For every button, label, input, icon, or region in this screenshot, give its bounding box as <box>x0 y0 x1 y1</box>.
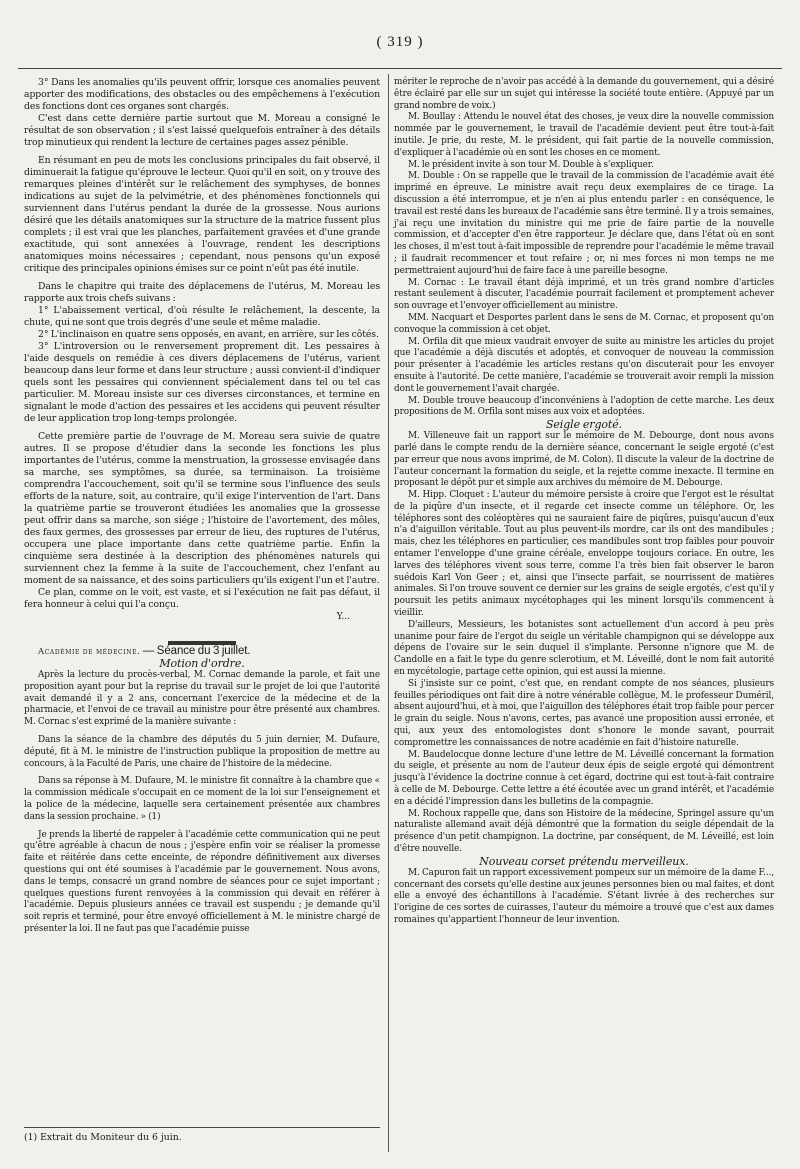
right-column <box>394 77 774 927</box>
paragraph: mériter le reproche de n'avoir pas accédé à la demande du gouvernement, qui a désiré être éclairé par elle sur un sujet qui intéresse la société toute entière. (Appuyé par un grand nombre de voix.) <box>394 77 774 111</box>
paragraph: M. Orfila dit que mieux vaudrait envoyer de suite au ministre les articles du projet que l'académie a déjà discutés et adoptés, et convoquer de nouveau la commission pour présenter à l'académie les articles restans qu'on discuterait pour les envoyer ensuite à l'autorité. De cette manière, l'académie se trouverait avoir rempli la mission dont le gouvernement l'avait chargée. <box>394 336 774 394</box>
paragraph: En résumant en peu de mots les conclusions principales du fait observé, il diminuerait la fatigue qu'éprouve le lecteur. Quoi qu'il en soit, on y trouve des remarques pleines d'intérêt sur le relâchement des symphyses, de bonnes indications au sujet de la pelvimétrie, et des phénomènes fonctionnels qui surviennent dans l'utérus pendant la durée de la grossesse. Nous aurions désiré que les détails anatomiques sur la structure de la matrice fussent plus complets ; il est vrai que les planches, parfaitement gravées et d'une grande exactitude, qui sont annexées à l'ouvrage, rendent les descriptions anatomiques moins nécessaires ; cependant, nous pensons qu'un exposé critique des principales opinions émises sur ce point n'eût pas été inutile. <box>24 155 380 274</box>
paragraph: M. Hipp. Cloquet : L'auteur du mémoire persiste à croire que l'ergot est le résultat de la piqûre d'un insecte, et il regarde cet insecte comme un téléphore. Or, les téléphores sont des coléoptères qui ne sauraient faire de piqûres, puisqu'aucun d'eux n'a d'aiguillon véritable. Tout au plus peuvent-ils mordre, car ils ont des mandibules ; mais, chez les téléphores en particulier, ces mandibules sont trop faibles pour pouvoir entamer l'enveloppe d'une graine céréale, enveloppe toujours coriace. En outre, les larves des téléphores vivent sous terre, comme l'a très bien fait observer le baron suédois Karl Von Geer ; et, ainsi que l'insecte parfait, se nourrissent de matières animales. Si l'on trouve souvent ce dernier sur les grains de seigle ergotés, c'est qu'il y poursuit les petits animaux mycétophages qui les minent lorsqu'ils commencent à vieillir. <box>394 490 774 619</box>
academy-name: Académie de médecine. <box>38 647 141 657</box>
page-number: ( 319 ) <box>376 34 424 50</box>
paragraph: M. Villeneuve fait un rapport sur le mémoire de M. Debourge, dont nous avons parlé dans le compte rendu de la dernière séance, concernant le seigle ergoté (c'est par erreur que nous avons imprimé, de M. Colon). Il discute la valeur de la doctrine de l'auteur concernant la formation du seigle, et la rejette comme inexacte. Il termine en proposant le dépôt pur et simple aux archives du mémoire de M. Debourge. <box>394 431 774 489</box>
footnote: (1) Extrait du Moniteur du 6 juin. <box>24 1132 182 1143</box>
paragraph: M. Double trouve beaucoup d'inconvéniens à l'adoption de cette marche. Les deux propositions de M. Orfila sont mises aux voix et adoptées. <box>394 395 774 418</box>
paragraph: MM. Nacquart et Desportes parlent dans le sens de M. Cornac, et proposent qu'on convoque la commission à cet objet. <box>394 312 774 335</box>
header-rule <box>18 68 782 69</box>
paragraph: M. Capuron fait un rapport excessivement pompeux sur un mémoire de la dame F..., concernant des corsets qu'elle destine aux jeunes personnes bien ou mal faites, et dont elle a envoyé des échantillons à l'académie. S'étant livrée à des recherches sur l'origine de ces sortes de cuirasses, l'auteur du mémoire a trouvé que c'est aux dames romaines qu'appartient l'honneur de leur invention. <box>394 867 774 925</box>
paragraph: Dans la séance de la chambre des députés du 5 juin dernier, M. Dufaure, député, fit à M. le ministre de l'instruction publique la proposition de mettre au concours, à la Faculté de Paris, une chaire de l'histoire de la médecine. <box>24 734 380 769</box>
paragraph: Après la lecture du procès-verbal, M. Cornac demande la parole, et fait une proposition ayant pour but la reprise du travail sur le projet de loi que l'autorité avait demandé il y a 2 ans, concernant l'exercice de la médecine et de la pharmacie, et l'envoi de ce travail au ministre pour être présenté aux chambres. M. Cornac s'est exprimé de la manière suivante : <box>24 670 380 728</box>
article-signature: Y... <box>336 611 350 622</box>
paragraph: 2° L'inclinaison en quatre sens opposés, en avant, en arrière, sur les côtés. <box>38 329 379 340</box>
paragraph: D'ailleurs, Messieurs, les botanistes sont actuellement d'un accord à peu près unanime pour faire de l'ergot du seigle un véritable champignon qui se développe aux dépens de l'ovaire sur le sein duquel il s'implante. Personne n'ignore que M. de Candolle en a fait le type du genre sclerotium, et M. Léveillé, dont le nom fait autorité en mycétologie, partage cette opinion, qui est aussi la mienne. <box>394 619 774 678</box>
paragraph: Cette première partie de l'ouvrage de M. Moreau sera suivie de quatre autres. Il se propose d'étudier dans la seconde les fonctions les plus importantes de l'utérus, comme la menstruation, la grossesse envisagée dans sa marche, ses symptômes, sa durée, sa terminaison. La troisième comprendra l'accouchement, soit qu'il se termine sous l'influence des seuls efforts de la nature, soit, au contraire, qu'il exige l'intervention de l'art. Dans la quatrième partie se trouveront étudiées les anomalies que la grossesse peut offrir dans sa marche, son siége ; l'histoire de l'avortement, des môles, des faux germes, des grossesses par erreur de lieu, des ruptures de l'utérus, occupera une place importante dans cette quatrième partie. Enfin la cinquième sera destinée à la description des phénomènes naturels qui surviennent chez la femme à la suite de l'accouchement, chez l'enfant au moment de sa naissance, et des soins particuliers qu'ils exigent l'un et l'autre. <box>24 431 380 586</box>
paragraph: M. Baudelocque donne lecture d'une lettre de M. Léveillé concernant la formation du seigle, et présente au nom de l'auteur deux épis de seigle ergoté qui démontrent jusqu'à l'évidence la doctrine connue à cet égard, doctrine qui est tout-à-fait contraire à celle de M. Debourge. Cette lettre a été écoutée avec un grand intérêt, et l'académie en a décidé l'impression dans les bulletins de la compagnie. <box>394 749 774 807</box>
motion-title: Motion d'ordre. <box>159 657 245 670</box>
paragraph: 1° L'abaissement vertical, d'où résulte le relâchement, la descente, la chute, qui ne sont que trois degrés d'une seule et même maladie. <box>24 305 380 328</box>
paragraph: Ce plan, comme on le voit, est vaste, et si l'exécution ne fait pas défaut, il fera honneur à celui qui l'a conçu. <box>24 587 380 610</box>
footnote-rule <box>24 1127 380 1128</box>
paragraph: Je prends la liberté de rappeler à l'académie cette communication qui ne peut qu'être agréable à chacun de nous ; j'espère enfin voir se réaliser la promesse faite et réitérée dans cette enceinte, de répondre définitivement aux diverses questions qui ont été soumises à l'académie par le gouvernement. Nous avons, dans le temps, consacré un grand nombre de séances pour ce sujet important ; quelques questions furent renvoyées à la commission qui devait en référer à l'académie. Depuis plusieurs années ce travail est suspendu ; je demande qu'il soit repris et terminé, pour être envoyé officiellement à M. le ministre chargé de présenter la loi. Il ne faut pas que l'académie puisse <box>24 829 380 934</box>
corset-section-title: Nouveau corset prétendu merveilleux. <box>479 854 689 868</box>
paragraph: Dans sa réponse à M. Dufaure, M. le ministre fit connaître à la chambre que « la commission médicale s'occupait en ce moment de la loi sur l'enseignement et la police de la médecine, laquelle sera certainement présentée aux chambres dans la session prochaine. » (1) <box>24 776 380 822</box>
paragraph: C'est dans cette dernière partie surtout que M. Moreau a consigné le résultat de son observation ; il s'est laissé quelquefois entraîner à des détails trop minutieux qui rendent la lecture de certaines pages assez pénible. <box>24 113 380 148</box>
paragraph: M. Double : On se rappelle que le travail de la commission de l'académie avait été imprimé en épreuve. Le ministre avait reçu deux exemplaires de ce tirage. La discussion a été interrompue, et je n'en ai plus entendu parler : en conséquence, le travail est resté dans les bureaux de l'académie sans être terminé. Il y a trois semaines, j'ai reçu une invitation du ministre qui me prie de faire partie de la nouvelle commission, et d'accepter d'en être rapporteur. Je déclare que, dans l'état où en sont les choses, il m'est tout à-fait impossible de reprendre pour l'académie le même travail ; il faudrait recommencer et tout refaire ; or, ni mes forces ni mon temps ne me permettraient aujourd'hui de faire face à une pareille besogne. <box>394 171 774 276</box>
paragraph: M. Boullay : Attendu le nouvel état des choses, je veux dire la nouvelle commission nommée par le gouvernement, le travail de l'académie devient peut être tout-à-fait inutile. Je prie, du reste, M. le président, qui fait partie de la nouvelle commission, d'expliquer à l'académie où en sont les choses en ce moment. <box>394 112 774 158</box>
paragraph: M. Cornac : Le travail étant déjà imprimé, et un très grand nombre d'articles restant seulement à discuter, l'académie pourrait facilement et promptement achever son ouvrage et l'envoyer officiellement au ministre. <box>394 277 774 312</box>
paragraph: Dans le chapitre qui traite des déplacemens de l'utérus, M. Moreau les rapporte aux trois chefs suivans : <box>24 281 380 304</box>
paragraph: M. Rochoux rappelle que, dans son Histoire de la médecine, Springel assure qu'un naturaliste allemand avait déjà démontré que la formation du seigle dépendait de la présence d'un petit champignon. La doctrine, par conséquent, de M. Léveillé, est loin d'être nouvelle. <box>394 808 774 854</box>
left-column <box>24 77 380 936</box>
column-divider <box>388 74 389 1152</box>
paragraph: Si j'insiste sur ce point, c'est que, en rendant compte de nos séances, plusieurs feuilles périodiques ont fait dire à notre vénérable collègue, M. le professeur Duméril, absent aujourd'hui, et à moi, que l'aiguillon des téléphores était trop faible pour percer le grain du seigle. Nous n'avons, certes, pas avancé une proposition aussi erronée, et qui, aux yeux des entomologistes dont s'honore le monde savant, pourrait compromettre les connaissances de notre académie en fait d'histoire naturelle. <box>394 678 774 748</box>
paragraph: 3° L'introversion ou le renversement proprement dit. Les pessaires à l'aide desquels on remédie à ces divers déplacemens de l'utérus, varient beaucoup dans leur forme et dans leur structure ; aussi convient-il d'indiquer quels sont les pessaires qui conviennent spécialement dans tel ou tel cas particulier. M. Moreau insiste sur ces diverses circonstances, et termine en signalant le mode d'action des pessaires et les accidens qui peuvent résulter de leur application trop long-temps prolongée. <box>24 341 380 424</box>
paragraph: M. le président invite à son tour M. Double à s'expliquer. <box>408 159 654 170</box>
session-date: — Séance du 3 juillet. <box>142 645 251 657</box>
paragraph: 3° Dans les anomalies qu'ils peuvent offrir, lorsque ces anomalies peuvent apporter des modifications, des obstacles ou des empêchemens à l'exécution des fonctions dont ces organes sont chargés. <box>24 77 380 112</box>
seigle-section-title: Seigle ergoté. <box>545 418 623 432</box>
